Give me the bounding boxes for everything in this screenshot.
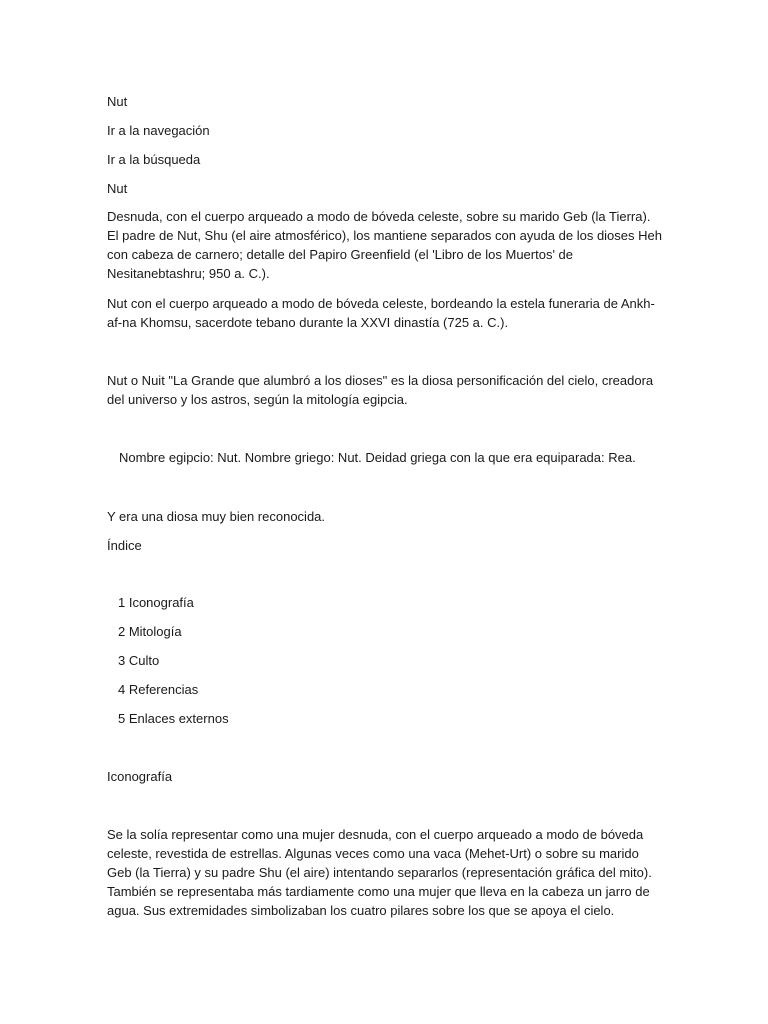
- toc-item-mitologia[interactable]: 2 Mitología: [118, 624, 182, 639]
- intro-paragraph: Nut o Nuit "La Grande que alumbró a los dioses" es la diosa personificación del cielo, creadora del universo y los astros, según la mitología egipcia.: [107, 373, 654, 407]
- image-caption-1: Desnuda, con el cuerpo arqueado a modo de bóveda celeste, sobre su marido Geb (la Tierra). El padre de Nut, Shu (el aire atmosférico), los mantiene separados con ayuda de los dioses Heh con cabeza de carnero; detalle del Papiro Greenfield (el 'Libro de los Muertos' de Nesitanebtashru; 950 a. C.).: [107, 209, 662, 281]
- image-caption-2: Nut con el cuerpo arqueado a modo de bóveda celeste, bordeando la estela funeraria de Ankh-af-na Khomsu, sacerdote tebano durante la XXVI dinastía (725 a. C.).: [107, 296, 655, 330]
- toc-item-enlaces-externos[interactable]: 5 Enlaces externos: [118, 711, 229, 726]
- toc-item-referencias[interactable]: 4 Referencias: [118, 682, 199, 697]
- skip-to-search-link[interactable]: Ir a la búsqueda: [107, 152, 201, 167]
- section-heading-iconografia: Iconografía: [107, 769, 173, 784]
- article-title: Nut: [107, 181, 128, 196]
- names-paragraph: Nombre egipcio: Nut. Nombre griego: Nut. Deidad griega con la que era equiparada: Rea.: [119, 450, 636, 465]
- section-paragraph-iconografia: Se la solía representar como una mujer desnuda, con el cuerpo arqueado a modo de bóveda celeste, revestida de estrellas. Algunas veces como una vaca (Mehet-Urt) o sobre su marido Geb (la Tierra) y su padre Shu (el aire) intentando separarlos (representación gráfica del mito). También se representaba más tardiamente como una mujer que lleva en la cabeza un jarro de agua. Sus extremidades simbolizaban los cuatro pilares sobre los que se apoya el cielo.: [107, 827, 652, 918]
- skip-to-navigation-link[interactable]: Ir a la navegación: [107, 123, 210, 138]
- toc-item-iconografia[interactable]: 1 Iconografía: [118, 595, 194, 610]
- recognized-paragraph: Y era una diosa muy bien reconocida.: [107, 509, 326, 524]
- toc-item-culto[interactable]: 3 Culto: [118, 653, 160, 668]
- page-title: Nut: [107, 94, 128, 109]
- index-heading: Índice: [107, 538, 142, 553]
